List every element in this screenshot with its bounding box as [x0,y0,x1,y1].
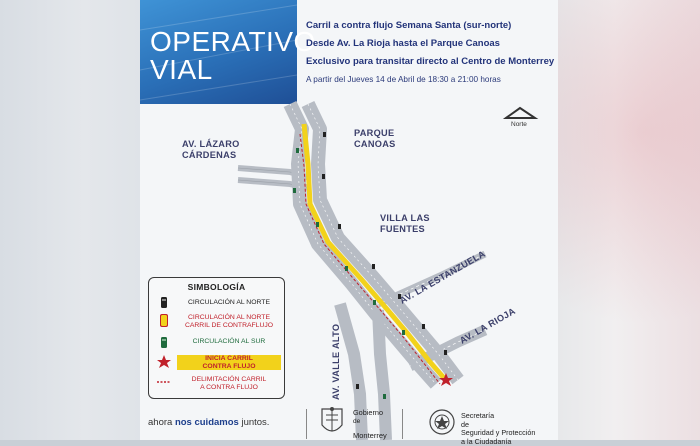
label-villa-1: VILLA LAS [380,213,430,223]
legend-item-inicia [155,354,280,372]
label-valle-alto: AV. VALLE ALTO [331,323,341,400]
info-text [306,17,556,88]
legend-label-norte: CIRCULACIÓN AL NORTE [188,299,270,306]
gobierno-monterrey-logo-text: Gobierno de Monterrey [353,408,387,440]
info-line-1: Carril a contra flujo Semana Santa (sur-norte) [306,20,512,31]
label-lazaro-1: AV. LÁZARO [182,139,240,149]
police-badge-icon [428,407,456,437]
legend-label-delimitacion: DELIMITACIÓN CARRIL A CONTRA FLUJO [191,376,267,391]
legend-title: SIMBOLOGÍA [187,282,246,292]
star-icon [157,354,171,370]
label-parque-2: CANOAS [354,139,396,149]
monterrey-crest-icon [316,405,348,439]
blurred-background-left [0,0,140,440]
label-estanzuela: AV. LA ESTANZUELA [398,248,487,306]
footer [140,405,558,446]
dashed-line-icon [157,375,171,391]
road-valle-alto [290,104,458,440]
info-line-2: Desde Av. La Rioja hasta el Parque Canoas [306,38,500,49]
legend-item-delimitacion [155,375,280,393]
car-yellow-icon [157,313,171,329]
label-lazaro-2: CÁRDENAS [182,150,237,160]
info-line-3: Exclusivo para transitar directo al Centro de Monterrey [306,56,555,67]
slogan: ahora nos cuidamos juntos. [148,417,270,428]
blurred-background-tint [558,0,700,440]
north-label: Norte [511,121,527,128]
legend-label-contraflujo: CIRCULACIÓN AL NORTE CARRIL DE CONTRAFLUJO [184,314,274,329]
legend-label-sur: CIRCULACIÓN AL SUR [192,338,266,345]
traffic-poster [140,0,558,446]
north-arrow-icon [506,108,535,118]
label-villa-2: FUENTES [380,224,425,234]
legend-label-inicia: INICIA CARRIL CONTRA FLUJO [177,355,281,370]
page-title: OPERATIVO VIAL [150,26,316,85]
seguridad-logo-text: Secretaría de Seguridad y Protección a la Ciudadanía [461,411,536,446]
divider [306,409,307,439]
car-dark-icon [157,295,171,311]
legend-item-contraflujo [155,313,280,331]
label-rioja: AV. LA RIOJA [458,305,518,346]
legend-item-sur [155,335,280,351]
info-schedule: A partir del Jueves 14 de Abril de 18:30 a 21:00 horas [306,75,501,84]
car-green-icon [157,335,171,351]
divider [402,409,403,439]
legend [148,277,285,399]
legend-item-norte [155,295,280,311]
label-parque-1: PARQUE [354,128,395,138]
title-block [140,0,316,104]
